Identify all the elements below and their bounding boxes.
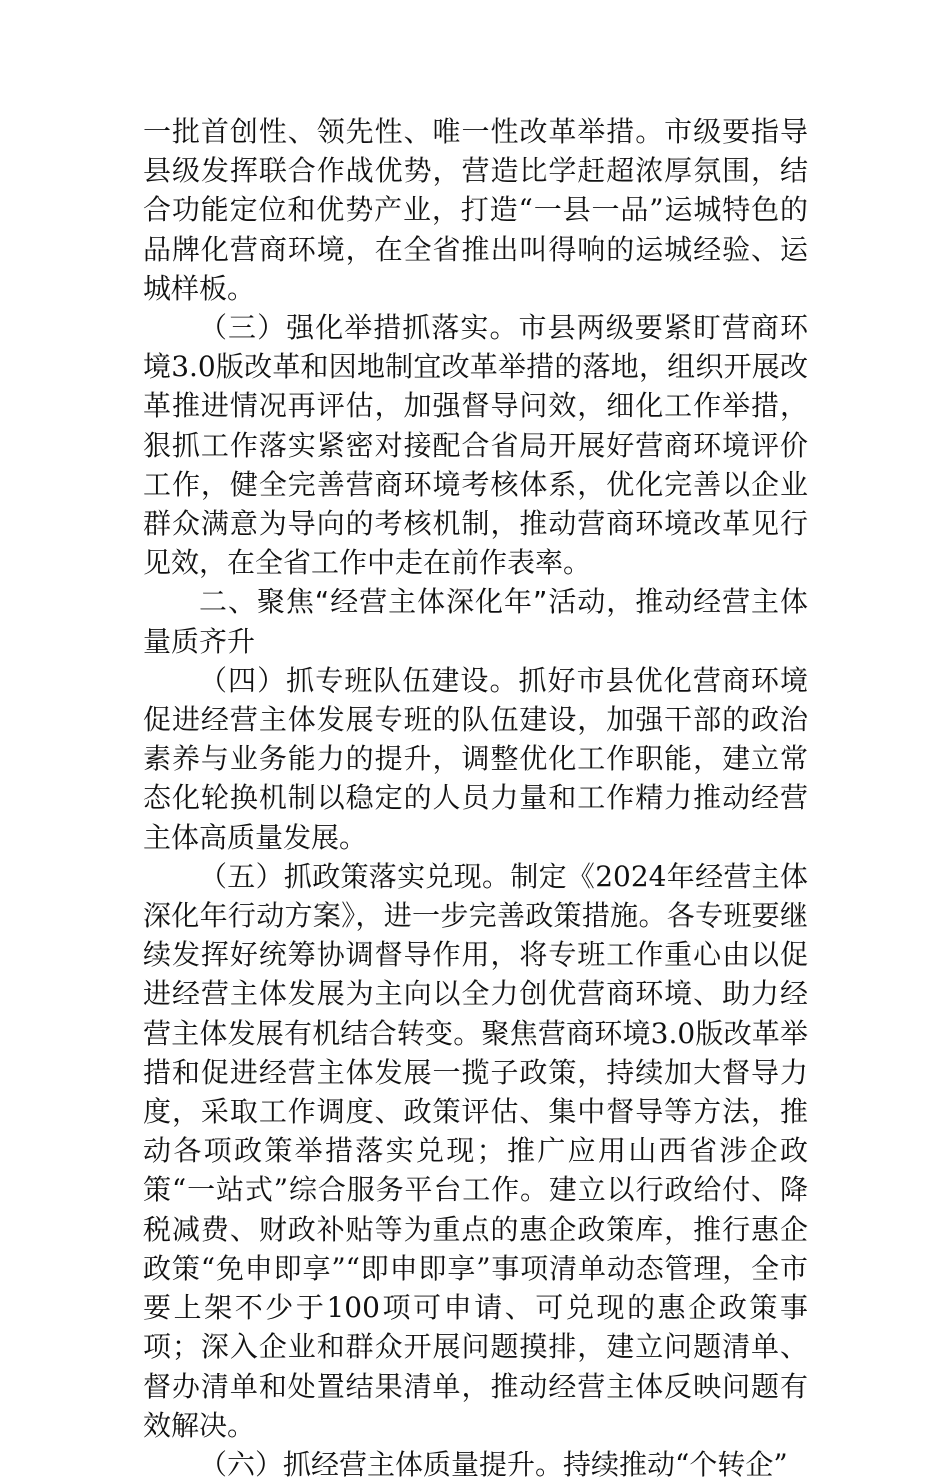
subsection-heading: （四）抓专班队伍建设。	[199, 663, 519, 697]
document-body	[143, 112, 808, 1484]
subsection-heading: （五）抓政策落实兑现。	[199, 859, 511, 893]
subsection-heading: （六）抓经营主体质量提升。	[199, 1447, 564, 1481]
paragraph-text: 抓好市县优化营商环境促进经营主体发展专班的队伍建设，加强干部的政治素养与业务能力的提升，调整优化工作职能，建立常态化轮换机制以稳定的人员力量和工作精力推动经营主体高质量发展。	[143, 663, 808, 854]
subsection-heading: （三）强化举措抓落实。	[199, 311, 519, 345]
paragraph-text: 一批首创性、领先性、唯一性改革举措。市级要指导县级发挥联合作战优势，营造比学赶超浓厚氛围，结合功能定位和优势产业，打造“一县一品”运城特色的品牌化营商环境，在全省推出叫得响的运城经验、运城样板。	[143, 115, 808, 305]
paragraph-text: 制定《2024年经营主体深化年行动方案》，进一步完善政策措施。各专班要继续发挥好统筹协调督导作用，将专班工作重心由以促进经营主体发展为主向以全力创优营商环境、助力经营主体发展有机结合转变。聚焦营商环境3.0版改革举措和促进经营主体发展一揽子政策，持续加大督导力度，采取工作调度、政策评估、集中督导等方法，推动各项政策举措落实兑现；推广应用山西省涉企政策“一站式”综合服务平台工作。建立以行政给付、降税减费、财政补贴等为重点的惠企政策库，推行惠企政策“免申即享”“即申即享”事项清单动态管理，全市要上架不少于100项可申请、可兑现的惠企政策事项；深入企业和群众开展问题摸排，建立问题清单、督办清单和处置结果清单，推动经营主体反映问题有效解决。	[143, 859, 808, 1442]
section-heading-2	[143, 582, 808, 660]
section-heading-text: 二、聚焦“经营主体深化年”活动，推动经营主体量质齐升	[143, 585, 808, 658]
paragraph-section-5	[143, 857, 808, 1445]
paragraph-text: 市县两级要紧盯营商环境3.0版改革和因地制宜改革举措的落地，组织开展改革推进情况再评估，加强督导问效，细化工作举措，狠抓工作落实紧密对接配合省局开展好营商环境评价工作，健全完善营商环境考核体系，优化完善以企业群众满意为导向的考核机制，推动营商环境改革见行见效，在全省工作中走在前作表率。	[143, 311, 808, 580]
paragraph-section-3	[143, 308, 808, 582]
paragraph-section-4	[143, 661, 808, 857]
paragraph-text: 持续推动“个转企”	[563, 1447, 788, 1481]
paragraph-continuation	[143, 112, 808, 308]
paragraph-section-6	[143, 1445, 808, 1484]
